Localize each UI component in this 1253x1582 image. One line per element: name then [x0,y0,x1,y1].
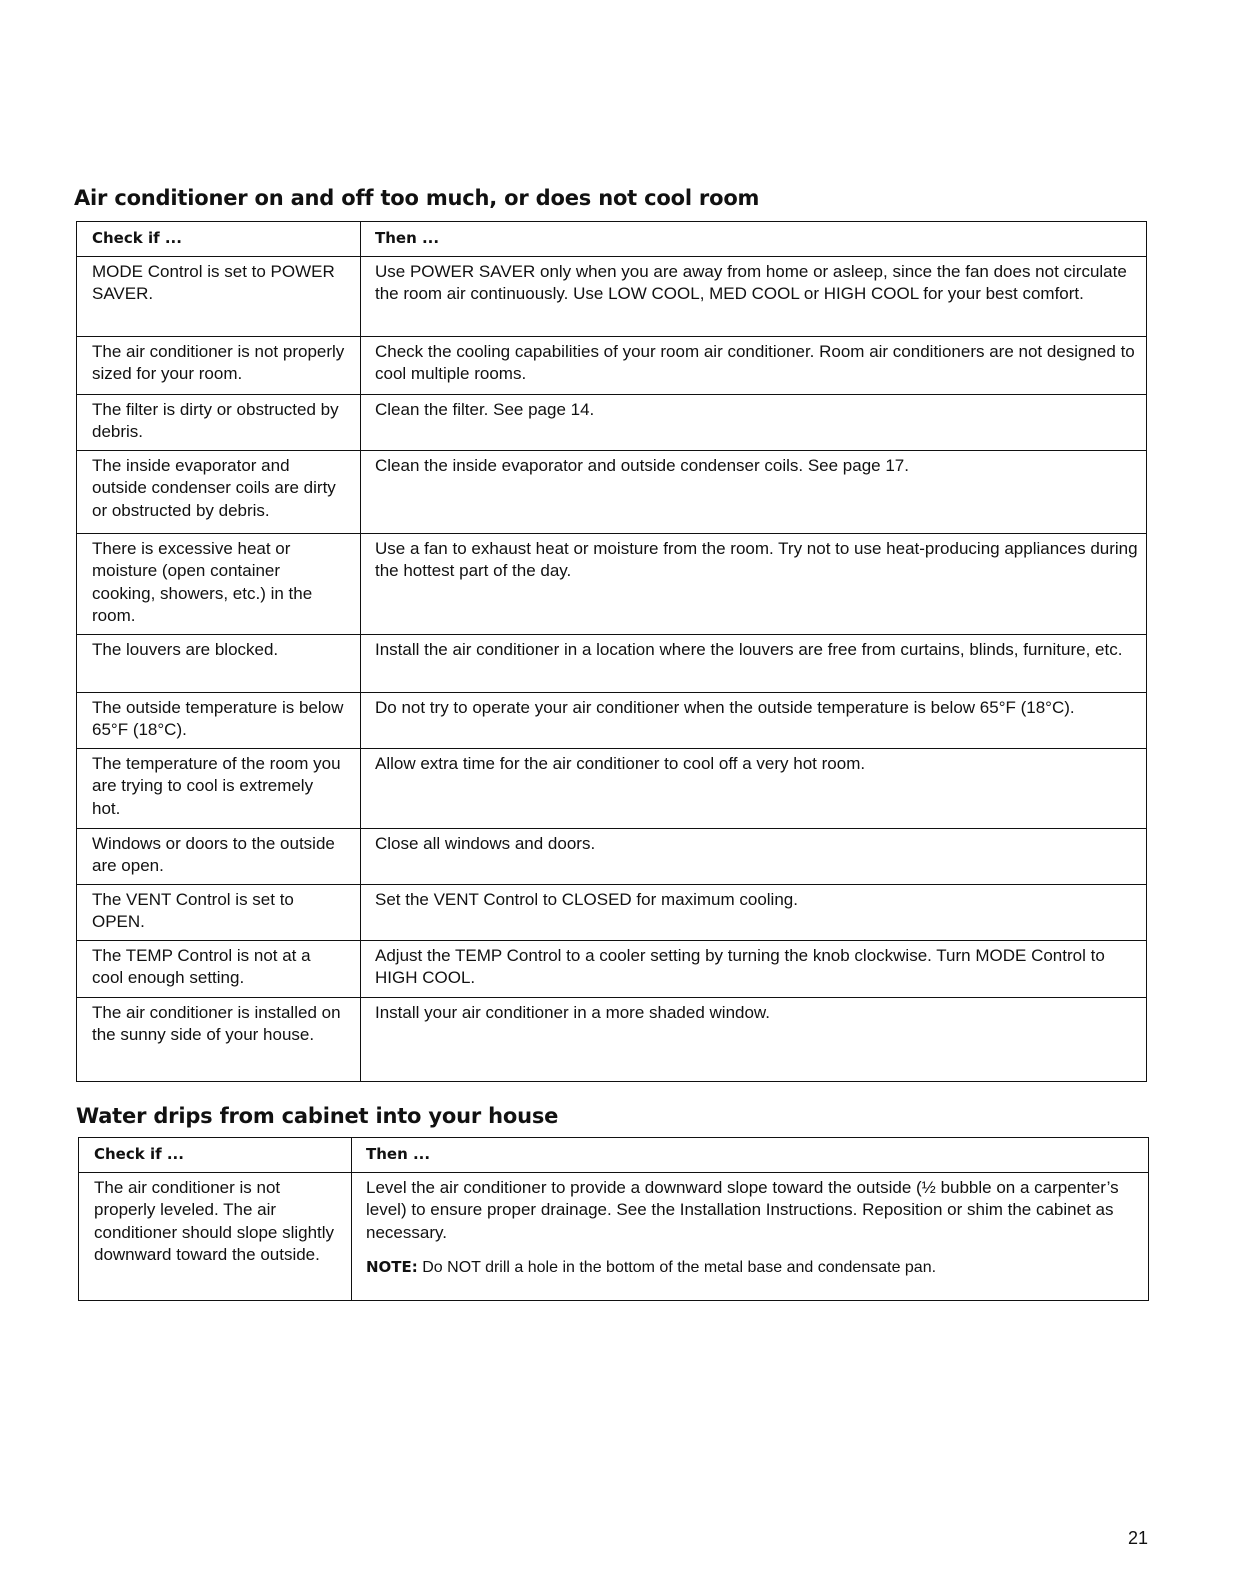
table-row [77,997,1147,1081]
table-row [77,940,1147,997]
column-header-check: Check if ... [79,1138,352,1173]
table-row [77,884,1147,940]
then-cell: Adjust the TEMP Control to a cooler setting by turning the knob clockwise. Turn MODE Control to HIGH COOL. [361,940,1147,997]
check-cell: The VENT Control is set to OPEN. [77,884,361,940]
then-cell [352,1172,1149,1300]
check-cell: The air conditioner is not properly leveled. The air conditioner should slope slightly downward toward the outside. [79,1172,352,1300]
section-title-cooling: Air conditioner on and off too much, or does not cool room [74,186,760,210]
table-row [77,692,1147,748]
check-cell: The louvers are blocked. [77,634,361,692]
check-cell: The inside evaporator and outside condenser coils are dirty or obstructed by debris. [77,450,361,533]
table-row [77,394,1147,450]
check-cell: MODE Control is set to POWER SAVER. [77,256,361,336]
check-cell: The temperature of the room you are trying to cool is extremely hot. [77,748,361,828]
table-row [79,1172,1149,1300]
note-text: Do NOT drill a hole in the bottom of the metal base and condensate pan. [422,1259,937,1276]
then-text: Level the air conditioner to provide a downward slope toward the outside (½ bubble on a carpenter’s level) to ensure proper drainage. See the Installation Instructions. Reposition or shim the cabinet as necessary. [366,1177,1119,1242]
check-cell: There is excessive heat or moisture (open container cooking, showers, etc.) in the room. [77,533,361,634]
section-title-water-drips: Water drips from cabinet into your house [76,1104,559,1128]
table-header-row [79,1138,1149,1173]
table-row [77,828,1147,884]
then-cell: Do not try to operate your air conditioner when the outside temperature is below 65°F (18°C). [361,692,1147,748]
table-row [77,256,1147,336]
table-row [77,336,1147,394]
water-drips-table [78,1137,1149,1301]
page-number: 21 [1128,1528,1149,1548]
check-cell: The air conditioner is installed on the sunny side of your house. [77,997,361,1081]
table-row [77,748,1147,828]
check-cell: Windows or doors to the outside are open. [77,828,361,884]
then-cell: Install the air conditioner in a location where the louvers are free from curtains, blinds, furniture, etc. [361,634,1147,692]
then-cell: Clean the filter. See page 14. [361,394,1147,450]
then-cell: Close all windows and doors. [361,828,1147,884]
cooling-troubleshooting-table [76,221,1147,1082]
table-row [77,533,1147,634]
check-cell: The TEMP Control is not at a cool enough setting. [77,940,361,997]
then-cell: Use a fan to exhaust heat or moisture from the room. Try not to use heat-producing appliances during the hottest part of the day. [361,533,1147,634]
note [366,1256,1140,1280]
then-cell: Clean the inside evaporator and outside condenser coils. See page 17. [361,450,1147,533]
then-cell: Allow extra time for the air conditioner to cool off a very hot room. [361,748,1147,828]
table-row [77,634,1147,692]
then-cell: Set the VENT Control to CLOSED for maximum cooling. [361,884,1147,940]
column-header-then: Then ... [352,1138,1149,1173]
column-header-then: Then ... [361,222,1147,257]
table-row [77,450,1147,533]
check-cell: The outside temperature is below 65°F (18°C). [77,692,361,748]
table-header-row [77,222,1147,257]
then-cell: Use POWER SAVER only when you are away from home or asleep, since the fan does not circulate the room air continuously. Use LOW COOL, MED COOL or HIGH COOL for your best comfort. [361,256,1147,336]
check-cell: The air conditioner is not properly sized for your room. [77,336,361,394]
check-cell: The filter is dirty or obstructed by debris. [77,394,361,450]
note-label: NOTE: [366,1258,418,1276]
then-cell: Install your air conditioner in a more shaded window. [361,997,1147,1081]
column-header-check: Check if ... [77,222,361,257]
then-cell: Check the cooling capabilities of your room air conditioner. Room air conditioners are not designed to cool multiple rooms. [361,336,1147,394]
